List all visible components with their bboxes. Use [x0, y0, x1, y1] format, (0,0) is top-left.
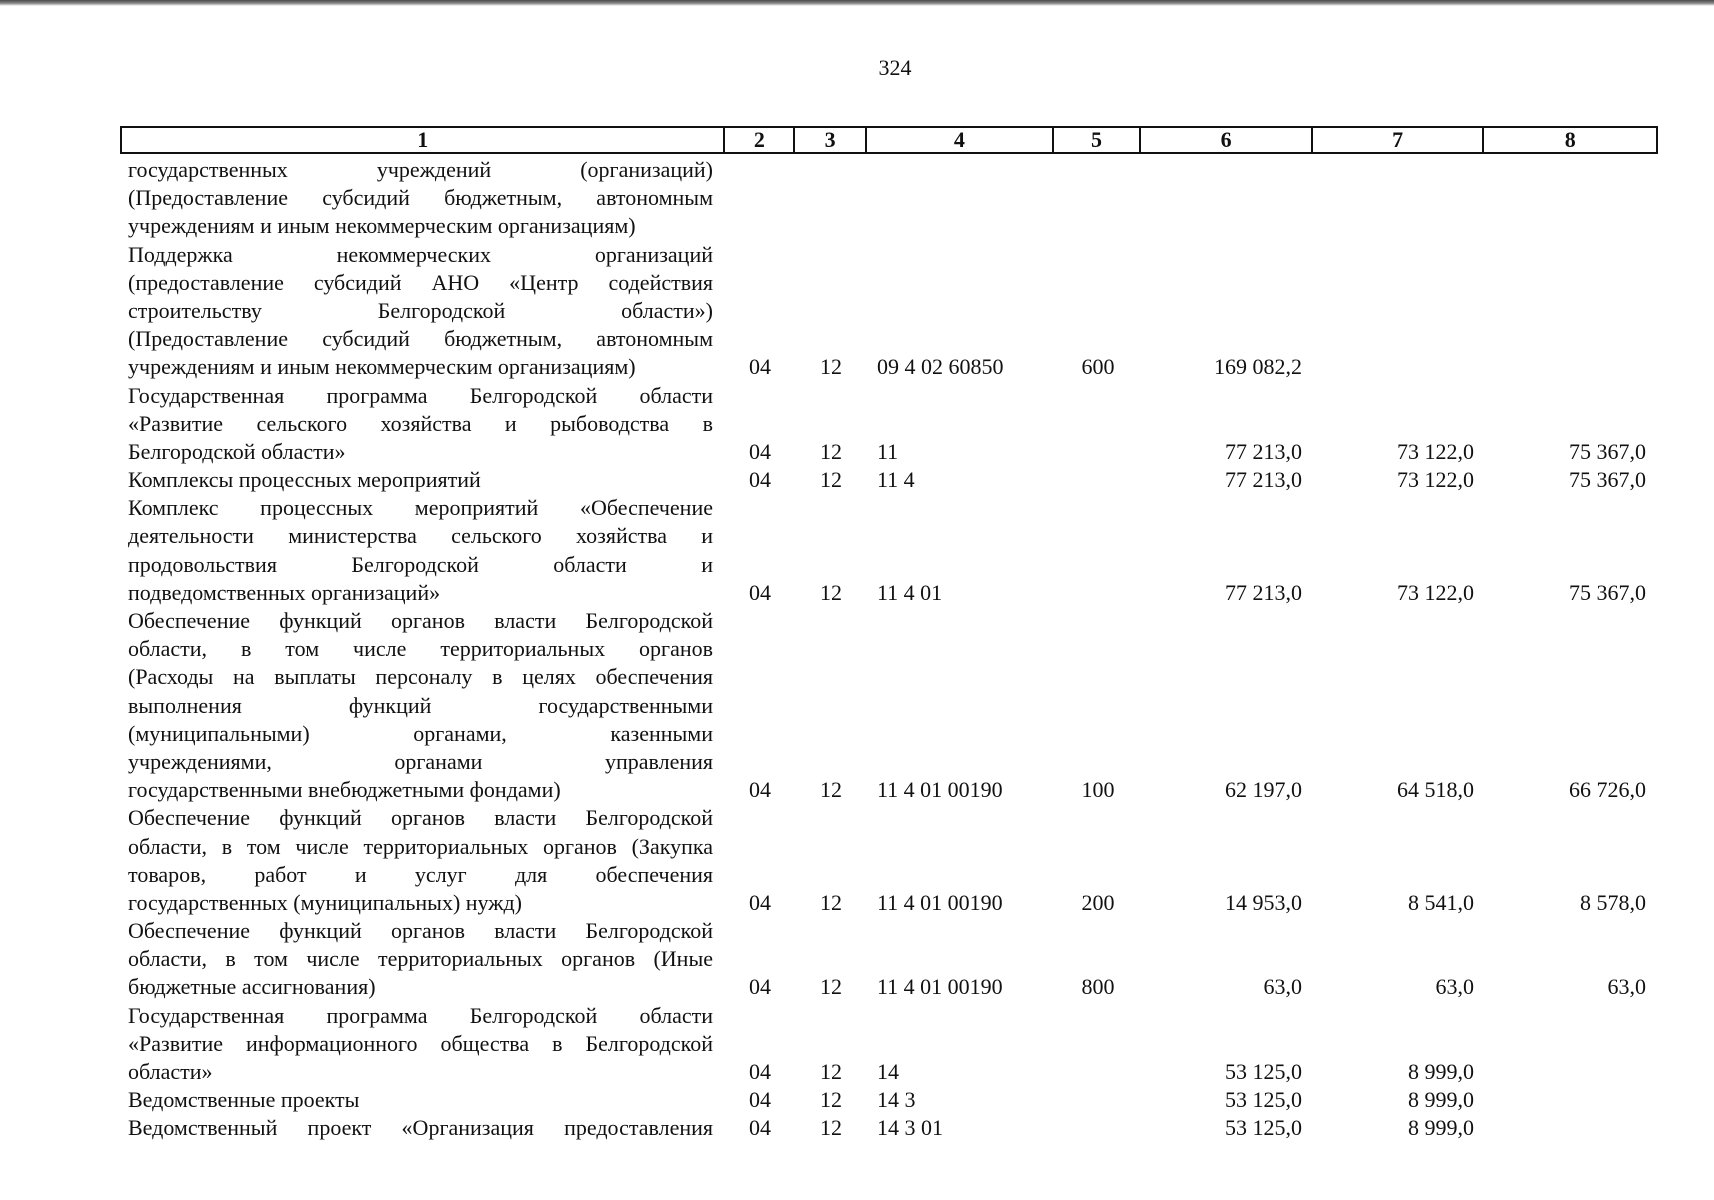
amount-col-8: 66 726,0	[1569, 777, 1646, 803]
description-line: Комплекс процессных мероприятий «Обеспечение	[128, 495, 713, 521]
amount-col-7: 73 122,0	[1397, 579, 1474, 605]
section-code: 04	[749, 579, 771, 605]
description-line: государственных (муниципальных) нужд)	[128, 889, 522, 915]
subsection-code: 12	[820, 1059, 842, 1084]
subsection-code: 12	[820, 974, 842, 1000]
description-line: (Предоставление субсидий бюджетным, автономным	[128, 185, 713, 211]
amount-col-7: 64 518,0	[1397, 777, 1474, 803]
row-description	[120, 156, 725, 241]
description-line: Государственная программа Белгородской области	[128, 382, 713, 408]
section-code: 04	[749, 1059, 771, 1084]
table-row	[120, 1086, 1658, 1114]
description-line: области»	[128, 1059, 213, 1085]
section-code: 04	[749, 1087, 771, 1113]
subsection-code: 12	[820, 1087, 842, 1113]
section-code: 04	[749, 777, 771, 803]
section-code: 04	[749, 354, 771, 380]
column-header-3: 3	[795, 128, 867, 152]
subsection-code: 12	[820, 579, 842, 605]
row-description	[120, 917, 725, 1002]
target-article-code: 14 3 01	[877, 1115, 943, 1141]
column-header-5: 5	[1054, 128, 1142, 152]
table-row	[120, 241, 1658, 382]
row-description	[120, 1002, 725, 1087]
amount-col-6: 77 213,0	[1225, 467, 1302, 493]
amount-col-8: 8 578,0	[1580, 889, 1646, 915]
target-article-code: 14	[877, 1059, 899, 1084]
amount-col-6: 77 213,0	[1225, 579, 1302, 605]
amount-col-7: 8 541,0	[1408, 889, 1474, 915]
amount-col-6: 62 197,0	[1225, 777, 1302, 803]
description-line: бюджетные ассигнования)	[128, 974, 376, 1000]
description-line: (Расходы на выплаты персоналу в целях обеспечения	[128, 664, 713, 690]
page-number: 324	[878, 55, 912, 80]
row-description	[120, 804, 725, 917]
amount-col-8: 75 367,0	[1569, 467, 1646, 493]
target-article-code: 11 4 01 00190	[877, 889, 1003, 915]
description-line: (муниципальными) органами, казенными	[128, 720, 713, 746]
section-code: 04	[749, 889, 771, 915]
target-article-code: 11 4 01 00190	[877, 777, 1003, 803]
section-code: 04	[749, 438, 771, 464]
description-line: продовольствия Белгородской области и	[128, 551, 713, 577]
subsection-code: 12	[820, 438, 842, 464]
scan-edge	[0, 0, 1714, 6]
description-line: государственных учреждений (организаций)	[128, 157, 713, 182]
description-line: Ведомственные проекты	[128, 1087, 360, 1113]
description-line: Белгородской области»	[128, 438, 346, 464]
description-line: «Развитие сельского хозяйства и рыбоводства в	[128, 410, 713, 436]
amount-col-8: 75 367,0	[1569, 438, 1646, 464]
amount-col-6: 53 125,0	[1225, 1087, 1302, 1113]
subsection-code: 12	[820, 777, 842, 803]
description-line: учреждениям и иным некоммерческим организациям)	[128, 354, 636, 380]
table-row	[120, 494, 1658, 607]
description-line: Комплексы процессных мероприятий	[128, 467, 481, 493]
target-article-code: 11 4 01 00190	[877, 974, 1003, 1000]
amount-col-7: 73 122,0	[1397, 438, 1474, 464]
table-header	[120, 126, 1658, 154]
description-line: (Предоставление субсидий бюджетным, автономным	[128, 326, 713, 352]
description-line: учреждениям и иным некоммерческим организациям)	[128, 213, 636, 239]
row-description	[120, 382, 725, 467]
column-header-1: 1	[122, 128, 725, 152]
description-line: деятельности министерства сельского хозяйства и	[128, 523, 713, 549]
section-code: 04	[749, 1115, 771, 1141]
table-row	[120, 382, 1658, 467]
expense-type-code: 200	[1081, 889, 1115, 915]
description-line: области, в том числе территориальных органов	[128, 636, 713, 662]
target-article-code: 11 4	[877, 467, 915, 493]
column-header-2: 2	[725, 128, 795, 152]
description-line: «Развитие информационного общества в Белгородской	[128, 1030, 713, 1056]
row-description	[120, 241, 725, 382]
description-line: области, в том числе территориальных органов (Иные	[128, 946, 713, 972]
amount-col-8: 63,0	[1607, 974, 1646, 1000]
description-line: подведомственных организаций»	[128, 579, 441, 605]
amount-col-7: 63,0	[1435, 974, 1474, 1000]
section-code: 04	[749, 467, 771, 493]
table-row	[120, 917, 1658, 1002]
description-line: Государственная программа Белгородской области	[128, 1002, 713, 1028]
description-line: Ведомственный проект «Организация предоставления	[128, 1115, 713, 1141]
table-row	[120, 1002, 1658, 1087]
description-line: Обеспечение функций органов власти Белгородской	[128, 805, 713, 831]
column-header-6: 6	[1141, 128, 1313, 152]
subsection-code: 12	[820, 354, 842, 380]
table-row	[120, 466, 1658, 494]
amount-col-7: 8 999,0	[1408, 1115, 1474, 1141]
amount-col-7: 8 999,0	[1408, 1087, 1474, 1113]
amount-col-8: 75 367,0	[1569, 579, 1646, 605]
table-row	[120, 156, 1658, 241]
amount-col-6: 77 213,0	[1225, 438, 1302, 464]
amount-col-6: 53 125,0	[1225, 1059, 1302, 1084]
column-header-8: 8	[1564, 127, 1576, 152]
amount-col-7: 8 999,0	[1408, 1059, 1474, 1084]
target-article-code: 11 4 01	[877, 579, 943, 605]
description-line: товаров, работ и услуг для обеспечения	[128, 861, 713, 887]
expense-type-code: 100	[1081, 777, 1115, 803]
amount-col-6: 169 082,2	[1214, 354, 1302, 380]
amount-col-6: 14 953,0	[1225, 889, 1302, 915]
row-description	[120, 607, 725, 804]
column-header-7: 7	[1313, 128, 1485, 152]
row-description	[120, 494, 725, 607]
table-row	[120, 804, 1658, 917]
subsection-code: 12	[820, 889, 842, 915]
expense-type-code: 600	[1081, 354, 1115, 380]
amount-col-7: 73 122,0	[1397, 467, 1474, 493]
description-line: области, в том числе территориальных органов (Закупка	[128, 833, 713, 859]
table-body	[120, 156, 1658, 1143]
description-line: Обеспечение функций органов власти Белгородской	[128, 918, 713, 944]
expense-type-code: 800	[1081, 974, 1115, 1000]
subsection-code: 12	[820, 1115, 842, 1141]
description-line: Обеспечение функций органов власти Белгородской	[128, 608, 713, 634]
description-line: учреждениями, органами управления	[128, 748, 713, 774]
target-article-code: 14 3	[877, 1087, 916, 1113]
section-code: 04	[749, 974, 771, 1000]
description-line: государственными внебюджетными фондами)	[128, 777, 561, 803]
target-article-code: 09 4 02 60850	[877, 354, 1004, 380]
table-row	[120, 607, 1658, 804]
amount-col-6: 53 125,0	[1225, 1115, 1302, 1141]
target-article-code: 11	[877, 438, 899, 464]
description-line: выполнения функций государственными	[128, 692, 713, 718]
subsection-code: 12	[820, 467, 842, 493]
row-description	[120, 1086, 725, 1114]
table-row	[120, 1114, 1658, 1142]
description-line: строительству Белгородской области»)	[128, 297, 713, 323]
description-line: Поддержка некоммерческих организаций	[128, 241, 713, 267]
row-description	[120, 466, 725, 494]
description-line: (предоставление субсидий АНО «Центр содействия	[128, 269, 713, 295]
row-description	[120, 1114, 725, 1142]
column-header-4: 4	[867, 128, 1054, 152]
amount-col-6: 63,0	[1263, 974, 1302, 1000]
